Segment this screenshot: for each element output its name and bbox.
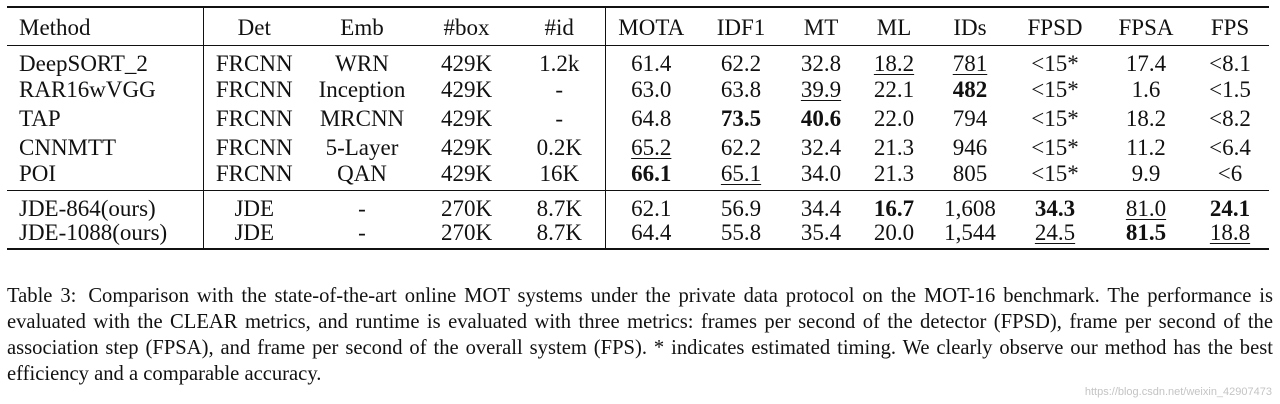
header-mt: MT: [803, 14, 839, 40]
cell-method: DeepSORT_2: [7, 45, 203, 75]
bold-value: 482: [952, 76, 988, 102]
cell-mt: [785, 75, 857, 104]
cell-fpsa: 11.2: [1126, 134, 1166, 160]
header-det: Det: [237, 14, 271, 40]
cell-ml: [857, 45, 931, 75]
cell-mt: 32.8: [800, 50, 842, 76]
table-header-row: [7, 7, 1269, 45]
cell-box: 429K: [440, 134, 493, 160]
results-table-container: [7, 6, 1269, 250]
cell-fpsd: [1009, 191, 1101, 221]
header-ids: IDs: [953, 14, 987, 40]
cell-id: -: [514, 75, 605, 104]
cell-idf1: 56.9: [720, 196, 762, 221]
cell-emb: WRN: [335, 50, 389, 76]
cell-mota: [605, 162, 697, 191]
cell-fpsd: <15*: [1031, 134, 1079, 160]
table-row: [7, 133, 1269, 162]
cell-idf1: 55.8: [720, 219, 762, 245]
bold-value: 66.1: [631, 161, 672, 187]
cell-mt: 34.4: [800, 196, 842, 221]
header-mota: MOTA: [618, 14, 685, 40]
underlined-value: 18.8: [1209, 219, 1251, 245]
cell-method: RAR16wVGG: [7, 75, 203, 104]
cell-box: 270K: [440, 219, 493, 245]
table-row: [7, 191, 1269, 221]
cell-fpsd: <15*: [1031, 161, 1079, 187]
cell-id: 0.2K: [514, 133, 605, 162]
cell-ids: [931, 45, 1009, 75]
bold-value: 16.7: [873, 196, 915, 221]
header-fpsa: FPSA: [1118, 14, 1174, 40]
cell-det: JDE: [234, 196, 275, 221]
table-row: [7, 45, 1269, 75]
cell-fpsd: <15*: [1031, 50, 1079, 76]
table-row: [7, 75, 1269, 104]
cell-fpsa: 18.2: [1125, 105, 1167, 131]
cell-box: 270K: [440, 196, 493, 221]
cell-det: FRCNN: [215, 105, 293, 131]
cell-ids: [931, 75, 1009, 104]
cell-mt: [785, 104, 857, 133]
cell-fpsd: <15*: [1031, 105, 1079, 131]
cell-box: 429K: [440, 76, 493, 102]
watermark: https://blog.csdn.net/weixin_42907473: [1084, 386, 1272, 398]
bold-value: 81.5: [1125, 219, 1167, 245]
cell-emb: MRCNN: [319, 105, 405, 131]
cell-mota: 61.4: [631, 50, 672, 76]
cell-box: 429K: [440, 50, 493, 76]
cell-idf1: [697, 162, 785, 191]
cell-ids: 946: [952, 134, 988, 160]
cell-mota: 64.4: [631, 219, 672, 245]
underlined-value: 24.5: [1034, 219, 1076, 245]
header-method: Method: [7, 7, 203, 45]
cell-fpsa: [1101, 191, 1191, 221]
header-ml: ML: [876, 14, 912, 40]
cell-idf1: [697, 104, 785, 133]
cell-mt: 34.0: [800, 161, 842, 187]
cell-ids: 1,608: [944, 196, 996, 221]
bold-value: 73.5: [720, 105, 762, 131]
underlined-value: 18.2: [873, 50, 915, 76]
cell-id: 1.2k: [514, 45, 605, 75]
cell-fpsa: 17.4: [1125, 50, 1167, 76]
cell-method: TAP: [7, 104, 203, 133]
cell-fps: <1.5: [1209, 76, 1251, 102]
bold-value: 40.6: [800, 105, 842, 131]
cell-ids: 805: [952, 161, 988, 187]
cell-det: FRCNN: [215, 76, 293, 102]
cell-fps: [1191, 191, 1269, 221]
cell-mt: 32.4: [800, 134, 842, 160]
cell-fpsa: [1101, 220, 1191, 249]
cell-idf1: 62.2: [720, 134, 762, 160]
cell-det: FRCNN: [215, 134, 293, 160]
cell-ids: 1,544: [944, 219, 996, 245]
cell-fps: <6.4: [1209, 134, 1251, 160]
cell-det: FRCNN: [215, 161, 293, 187]
header-fps: FPS: [1210, 14, 1250, 40]
cell-id: -: [514, 104, 605, 133]
cell-method: JDE-1088(ours): [7, 220, 203, 249]
cell-idf1: 63.8: [720, 76, 762, 102]
cell-ml: [857, 191, 931, 221]
cell-ids: 794: [952, 105, 988, 131]
cell-emb: Inception: [318, 76, 406, 102]
cell-fps: <8.2: [1209, 105, 1251, 131]
underlined-value: 65.1: [720, 161, 762, 187]
header-idf1: IDF1: [716, 14, 766, 40]
header-emb: Emb: [340, 14, 384, 40]
cell-emb: -: [358, 219, 366, 245]
cell-ml: 21.3: [873, 161, 915, 187]
caption-text: Comparison with the state-of-the-art online MOT systems under the private data protocol on the MOT-16 benchmark. The performance is evaluated with the CLEAR metrics, and runtime is evaluated with three metrics: frames per second of the detector (FPSD), frame per second of the association step (FPSA), and frame per second of the overall system (FPS). * indicates estimated timing. We clearly observe our method has the best efficiency and a comparable accuracy.: [7, 285, 1274, 385]
header-box: #box: [443, 14, 490, 40]
cell-id: 8.7K: [514, 220, 605, 249]
cell-ml: 20.0: [873, 219, 915, 245]
cell-det: JDE: [234, 219, 275, 245]
table-caption: [7, 283, 1273, 387]
underlined-value: 81.0: [1125, 196, 1167, 221]
cell-box: 429K: [440, 161, 493, 187]
caption-label: Table 3:: [7, 285, 77, 307]
header-id: #id: [514, 7, 605, 45]
cell-id: 16K: [514, 162, 605, 191]
cell-emb: 5-Layer: [325, 134, 399, 160]
cell-fpsa: 1.6: [1131, 76, 1161, 102]
cell-mt: 35.4: [800, 219, 842, 245]
underlined-value: 65.2: [631, 134, 672, 160]
cell-method: CNNMTT: [7, 133, 203, 162]
underlined-value: 781: [952, 50, 988, 76]
bold-value: 24.1: [1209, 196, 1251, 221]
cell-method: POI: [7, 162, 203, 191]
cell-fps: <8.1: [1209, 50, 1251, 76]
bold-value: 34.3: [1034, 196, 1076, 221]
cell-ml: 21.3: [873, 134, 915, 160]
cell-det: FRCNN: [215, 50, 293, 76]
cell-emb: -: [358, 196, 366, 221]
cell-fps: [1191, 220, 1269, 249]
cell-mota: 63.0: [631, 76, 672, 102]
cell-ml: 22.1: [873, 76, 915, 102]
header-fpsd: FPSD: [1027, 14, 1083, 40]
table-row: [7, 162, 1269, 191]
table-row: [7, 104, 1269, 133]
cell-method: JDE-864(ours): [7, 191, 203, 221]
results-table: [7, 6, 1269, 250]
cell-mota: 62.1: [631, 196, 672, 221]
cell-fps: <6: [1217, 161, 1243, 187]
underlined-value: 39.9: [800, 76, 842, 102]
cell-mota: [605, 133, 697, 162]
cell-mota: 64.8: [631, 105, 672, 131]
cell-fpsd: <15*: [1031, 76, 1079, 102]
cell-fpsd: [1009, 220, 1101, 249]
cell-idf1: 62.2: [720, 50, 762, 76]
table-row: [7, 220, 1269, 249]
cell-fpsa: 9.9: [1131, 161, 1161, 187]
cell-box: 429K: [440, 105, 493, 131]
cell-id: 8.7K: [514, 191, 605, 221]
cell-ml: 22.0: [873, 105, 915, 131]
cell-emb: QAN: [337, 161, 387, 187]
